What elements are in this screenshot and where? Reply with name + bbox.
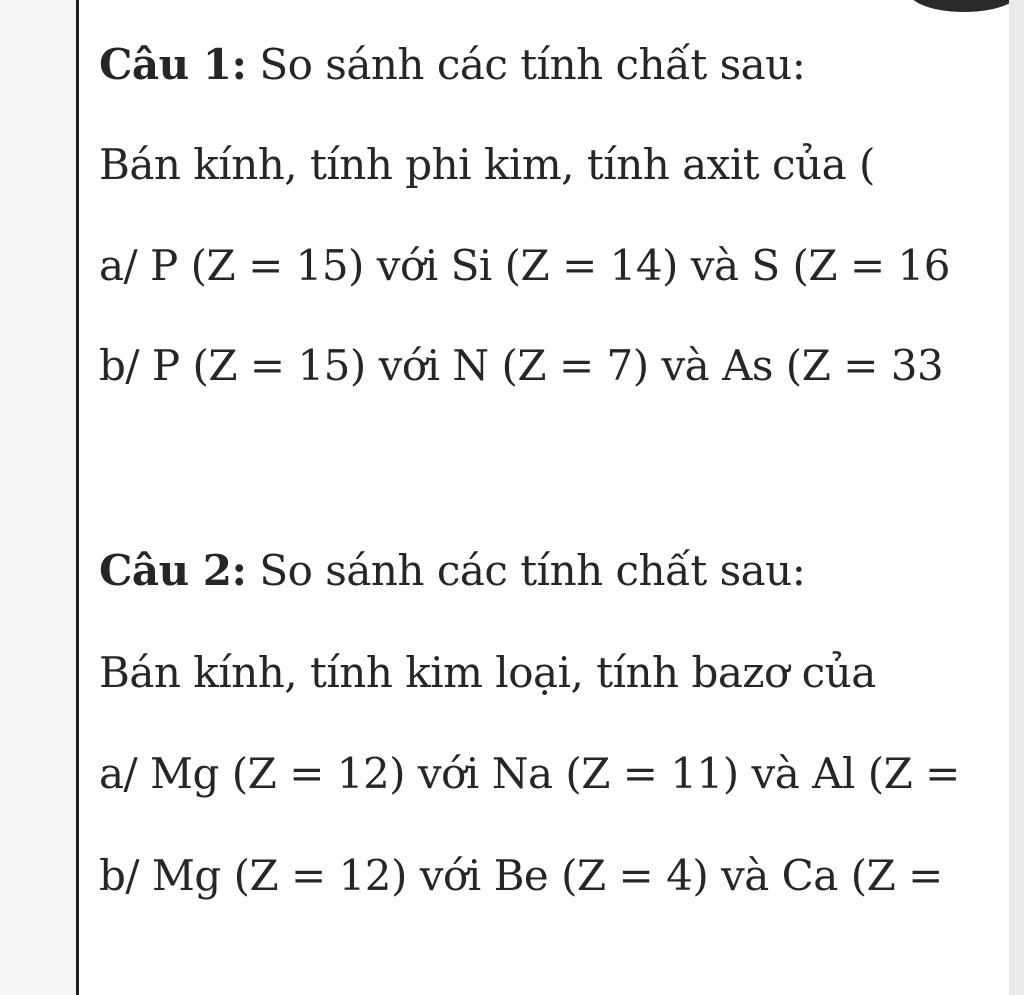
question-2-title: So sánh các tính chất sau:: [246, 546, 806, 595]
question-1-item-b: b/ P (Z = 15) với N (Z = 7) và As (Z = 33: [99, 341, 944, 390]
question-1-heading: [99, 37, 969, 93]
question-2-intro: Bán kính, tính kim loại, tính bazơ của: [99, 648, 876, 697]
question-2-label: Câu 2:: [99, 546, 247, 595]
dark-corner-shadow: [909, 0, 1009, 12]
question-1-title: So sánh các tính chất sau:: [246, 40, 806, 89]
left-margin: [0, 0, 76, 995]
question-2-item-b: b/ Mg (Z = 12) với Be (Z = 4) và Ca (Z =: [99, 851, 943, 900]
question-1-label: Câu 1:: [99, 40, 247, 89]
question-1-intro: Bán kính, tính phi kim, tính axit của (: [99, 140, 875, 189]
question-1-item-a: a/ P (Z = 15) với Si (Z = 14) và S (Z = 16: [99, 241, 950, 290]
document-page: [79, 0, 1009, 995]
question-2-heading: [99, 543, 969, 599]
question-2-item-a: a/ Mg (Z = 12) với Na (Z = 11) và Al (Z =: [99, 749, 960, 798]
right-page-edge: [1009, 0, 1024, 995]
